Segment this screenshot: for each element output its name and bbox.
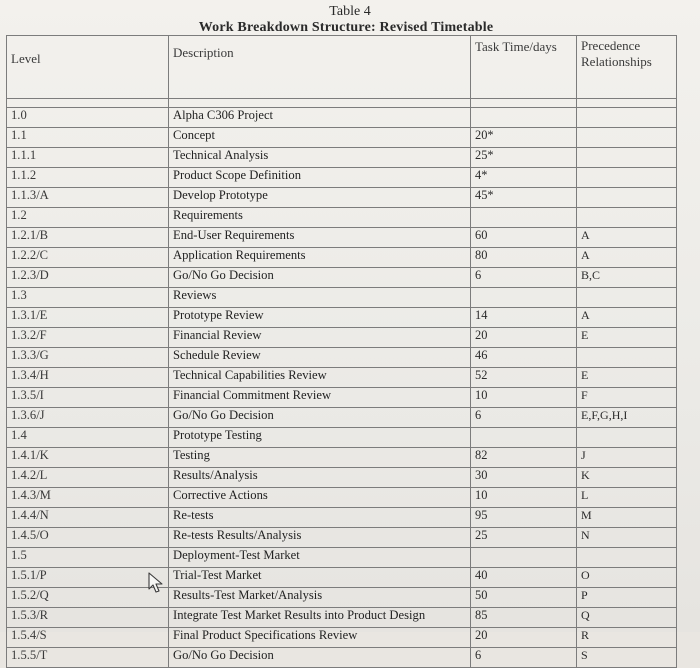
- level-cell: 1.2.3/D: [7, 268, 169, 288]
- precedence-cell: E,F,G,H,I: [577, 408, 677, 428]
- description-cell: Alpha C306 Project: [169, 108, 471, 128]
- description-cell: Go/No Go Decision: [169, 268, 471, 288]
- spacer-cell: [7, 99, 169, 108]
- precedence-cell: J: [577, 448, 677, 468]
- table-row: [7, 548, 677, 568]
- table-row: [7, 648, 677, 668]
- task-time-cell: 6: [471, 408, 577, 428]
- level-cell: 1.1.2: [7, 168, 169, 188]
- description-cell: Re-tests Results/Analysis: [169, 528, 471, 548]
- task-time-cell: 52: [471, 368, 577, 388]
- task-time-cell: 50: [471, 588, 577, 608]
- description-cell: End-User Requirements: [169, 228, 471, 248]
- level-cell: 1.4.5/O: [7, 528, 169, 548]
- table-row: [7, 288, 677, 308]
- task-time-cell: 95: [471, 508, 577, 528]
- task-time-cell: [471, 288, 577, 308]
- level-cell: 1.4.4/N: [7, 508, 169, 528]
- level-cell: 1.4.1/K: [7, 448, 169, 468]
- table-row: [7, 128, 677, 148]
- description-cell: Develop Prototype: [169, 188, 471, 208]
- description-cell: Prototype Testing: [169, 428, 471, 448]
- level-cell: 1.5: [7, 548, 169, 568]
- table-row: [7, 488, 677, 508]
- description-cell: Results/Analysis: [169, 468, 471, 488]
- table-row: [7, 208, 677, 228]
- precedence-cell: O: [577, 568, 677, 588]
- task-time-cell: 45*: [471, 188, 577, 208]
- table-number: Table 4: [329, 4, 371, 19]
- description-cell: Corrective Actions: [169, 488, 471, 508]
- level-cell: 1.1.1: [7, 148, 169, 168]
- level-cell: 1.3: [7, 288, 169, 308]
- description-cell: Re-tests: [169, 508, 471, 528]
- spacer-cell: [471, 99, 577, 108]
- level-cell: 1.0: [7, 108, 169, 128]
- spacer-cell: [169, 99, 471, 108]
- table-row: [7, 308, 677, 328]
- task-time-cell: 20*: [471, 128, 577, 148]
- precedence-cell: L: [577, 488, 677, 508]
- header-task-time: Task Time/days: [471, 36, 577, 99]
- precedence-cell: B,C: [577, 268, 677, 288]
- precedence-cell: E: [577, 368, 677, 388]
- task-time-cell: [471, 108, 577, 128]
- description-cell: Deployment-Test Market: [169, 548, 471, 568]
- task-time-cell: 60: [471, 228, 577, 248]
- task-time-cell: 25*: [471, 148, 577, 168]
- precedence-cell: R: [577, 628, 677, 648]
- level-cell: 1.3.5/I: [7, 388, 169, 408]
- description-cell: Application Requirements: [169, 248, 471, 268]
- wbs-table-body: [7, 108, 677, 668]
- precedence-cell: [577, 128, 677, 148]
- table-row: [7, 388, 677, 408]
- mouse-cursor-icon: [147, 572, 165, 594]
- precedence-cell: E: [577, 328, 677, 348]
- level-cell: 1.3.1/E: [7, 308, 169, 328]
- precedence-cell: N: [577, 528, 677, 548]
- precedence-cell: A: [577, 228, 677, 248]
- task-time-cell: 6: [471, 648, 577, 668]
- description-cell: Financial Commitment Review: [169, 388, 471, 408]
- table-row: [7, 268, 677, 288]
- precedence-cell: [577, 108, 677, 128]
- table-row: [7, 428, 677, 448]
- description-cell: Reviews: [169, 288, 471, 308]
- description-cell: Testing: [169, 448, 471, 468]
- description-cell: Concept: [169, 128, 471, 148]
- table-row: [7, 448, 677, 468]
- table-row: [7, 368, 677, 388]
- description-cell: Technical Analysis: [169, 148, 471, 168]
- header-row: [7, 36, 677, 99]
- level-cell: 1.5.1/P: [7, 568, 169, 588]
- table-row: [7, 608, 677, 628]
- task-time-cell: 40: [471, 568, 577, 588]
- precedence-cell: [577, 348, 677, 368]
- table-row: [7, 628, 677, 648]
- level-cell: 1.5.3/R: [7, 608, 169, 628]
- header-spacer-row: [7, 99, 677, 108]
- spacer-cell: [577, 99, 677, 108]
- table-row: [7, 588, 677, 608]
- task-time-cell: 80: [471, 248, 577, 268]
- table-row: [7, 328, 677, 348]
- level-cell: 1.1: [7, 128, 169, 148]
- precedence-cell: [577, 148, 677, 168]
- level-cell: 1.3.2/F: [7, 328, 169, 348]
- header-level: Level: [7, 36, 169, 99]
- table-row: [7, 348, 677, 368]
- precedence-cell: [577, 208, 677, 228]
- task-time-cell: 25: [471, 528, 577, 548]
- level-cell: 1.5.4/S: [7, 628, 169, 648]
- table-row: [7, 408, 677, 428]
- wbs-table: [6, 35, 677, 668]
- level-cell: 1.4: [7, 428, 169, 448]
- precedence-cell: [577, 548, 677, 568]
- table-row: [7, 228, 677, 248]
- precedence-cell: [577, 168, 677, 188]
- level-cell: 1.2: [7, 208, 169, 228]
- level-cell: 1.3.3/G: [7, 348, 169, 368]
- description-cell: Prototype Review: [169, 308, 471, 328]
- level-cell: 1.3.4/H: [7, 368, 169, 388]
- level-cell: 1.1.3/A: [7, 188, 169, 208]
- task-time-cell: 10: [471, 388, 577, 408]
- precedence-cell: M: [577, 508, 677, 528]
- precedence-cell: [577, 188, 677, 208]
- header-precedence: Precedence Relationships: [577, 36, 677, 99]
- precedence-cell: F: [577, 388, 677, 408]
- table-row: [7, 248, 677, 268]
- header-description: Description: [169, 36, 471, 99]
- precedence-cell: [577, 288, 677, 308]
- level-cell: 1.5.5/T: [7, 648, 169, 668]
- precedence-cell: A: [577, 308, 677, 328]
- table-row: [7, 508, 677, 528]
- description-cell: Go/No Go Decision: [169, 648, 471, 668]
- task-time-cell: 20: [471, 628, 577, 648]
- table-row: [7, 188, 677, 208]
- table-row: [7, 108, 677, 128]
- description-cell: Trial-Test Market: [169, 568, 471, 588]
- precedence-cell: K: [577, 468, 677, 488]
- precedence-cell: P: [577, 588, 677, 608]
- precedence-cell: A: [577, 248, 677, 268]
- task-time-cell: [471, 428, 577, 448]
- task-time-cell: 82: [471, 448, 577, 468]
- level-cell: 1.4.2/L: [7, 468, 169, 488]
- level-cell: 1.2.2/C: [7, 248, 169, 268]
- description-cell: Results-Test Market/Analysis: [169, 588, 471, 608]
- task-time-cell: 46: [471, 348, 577, 368]
- level-cell: 1.5.2/Q: [7, 588, 169, 608]
- description-cell: Final Product Specifications Review: [169, 628, 471, 648]
- task-time-cell: 30: [471, 468, 577, 488]
- task-time-cell: 20: [471, 328, 577, 348]
- table-row: [7, 468, 677, 488]
- task-time-cell: 85: [471, 608, 577, 628]
- task-time-cell: 4*: [471, 168, 577, 188]
- table-row: [7, 148, 677, 168]
- precedence-cell: Q: [577, 608, 677, 628]
- level-cell: 1.2.1/B: [7, 228, 169, 248]
- description-cell: Integrate Test Market Results into Product Design: [169, 608, 471, 628]
- level-cell: 1.3.6/J: [7, 408, 169, 428]
- level-cell: 1.4.3/M: [7, 488, 169, 508]
- precedence-cell: S: [577, 648, 677, 668]
- task-time-cell: [471, 548, 577, 568]
- table-row: [7, 528, 677, 548]
- description-cell: Financial Review: [169, 328, 471, 348]
- precedence-cell: [577, 428, 677, 448]
- table-row: [7, 168, 677, 188]
- description-cell: Schedule Review: [169, 348, 471, 368]
- task-time-cell: 10: [471, 488, 577, 508]
- description-cell: Requirements: [169, 208, 471, 228]
- table-title: Work Breakdown Structure: Revised Timetable: [198, 20, 494, 35]
- task-time-cell: [471, 208, 577, 228]
- table-row: [7, 568, 677, 588]
- task-time-cell: 14: [471, 308, 577, 328]
- description-cell: Product Scope Definition: [169, 168, 471, 188]
- task-time-cell: 6: [471, 268, 577, 288]
- description-cell: Go/No Go Decision: [169, 408, 471, 428]
- description-cell: Technical Capabilities Review: [169, 368, 471, 388]
